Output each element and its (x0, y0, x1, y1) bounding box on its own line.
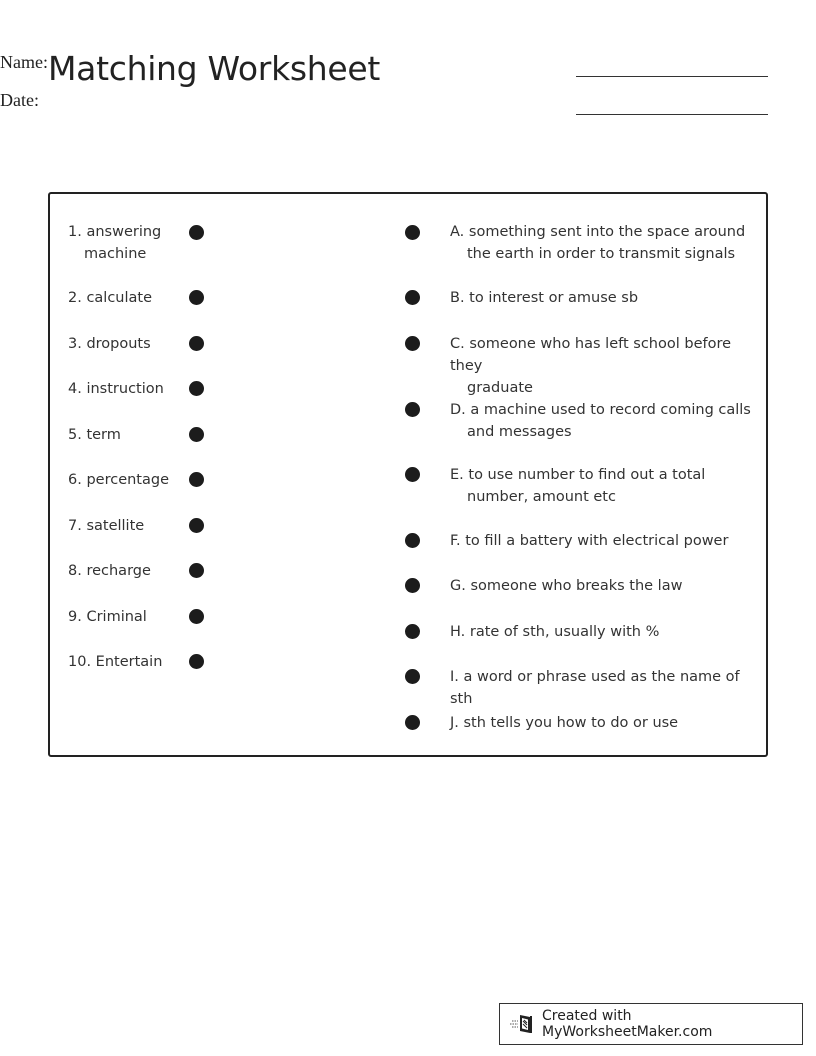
definition-match-dot[interactable] (405, 715, 420, 730)
term-number: 6. (68, 472, 82, 488)
definition-text-continuation: and messages (467, 424, 572, 440)
definition-item (450, 399, 760, 443)
definition-text: rate of sth, usually with % (469, 624, 660, 640)
term-match-dot[interactable] (189, 563, 204, 578)
definition-letter: E. (450, 467, 464, 483)
date-input-line[interactable] (576, 114, 768, 115)
definition-text: to use number to find out a total (468, 467, 706, 483)
definition-item (450, 333, 760, 399)
date-label: Date: (0, 90, 39, 110)
term-item (68, 560, 178, 582)
definition-letter: I. (450, 669, 459, 685)
definition-text: something sent into the space around (468, 224, 746, 240)
definition-match-dot[interactable] (405, 669, 420, 684)
term-text: term (86, 427, 121, 443)
definition-item (450, 287, 760, 309)
term-item (68, 469, 178, 491)
term-number: 3. (68, 336, 82, 352)
definition-text: a word or phrase used as the name of sth (450, 669, 740, 707)
definition-item (450, 712, 760, 734)
term-match-dot[interactable] (189, 609, 204, 624)
term-number: 9. (68, 609, 82, 625)
term-item (68, 287, 178, 309)
term-item (68, 651, 178, 673)
worksheet-maker-logo-icon (510, 1013, 536, 1035)
term-text: instruction (86, 381, 164, 397)
term-text: answering (86, 224, 162, 240)
footer-text: Created with MyWorksheetMaker.com (542, 1008, 713, 1040)
definition-letter: D. (450, 402, 466, 418)
definition-item (450, 530, 760, 552)
term-item (68, 606, 178, 628)
definition-letter: B. (450, 290, 465, 306)
term-match-dot[interactable] (189, 654, 204, 669)
definition-text: someone who has left school before they (450, 336, 732, 374)
definition-text-continuation: the earth in order to transmit signals (467, 246, 736, 262)
definition-match-dot[interactable] (405, 290, 420, 305)
definition-text: a machine used to record coming calls (470, 402, 751, 418)
matching-box (48, 192, 768, 757)
term-match-dot[interactable] (189, 290, 204, 305)
definition-text: sth tells you how to do or use (463, 715, 679, 731)
definition-item (450, 464, 760, 508)
definition-letter: J. (450, 715, 459, 731)
term-text: satellite (86, 518, 145, 534)
term-number: 5. (68, 427, 82, 443)
definition-letter: F. (450, 533, 461, 549)
definition-text: to fill a battery with electrical power (465, 533, 729, 549)
term-match-dot[interactable] (189, 518, 204, 533)
term-item (68, 424, 178, 446)
definition-match-dot[interactable] (405, 467, 420, 482)
definition-match-dot[interactable] (405, 578, 420, 593)
definition-item (450, 575, 760, 597)
page-title: Matching Worksheet (48, 49, 381, 88)
definition-item (450, 666, 760, 710)
term-number: 7. (68, 518, 82, 534)
definition-letter: H. (450, 624, 466, 640)
term-item (68, 333, 178, 355)
term-text: percentage (86, 472, 169, 488)
definition-item (450, 621, 760, 643)
definition-text-continuation: number, amount etc (467, 489, 616, 505)
term-match-dot[interactable] (189, 336, 204, 351)
definition-text: to interest or amuse sb (469, 290, 639, 306)
definition-match-dot[interactable] (405, 336, 420, 351)
term-match-dot[interactable] (189, 427, 204, 442)
definition-match-dot[interactable] (405, 624, 420, 639)
term-item (68, 515, 178, 537)
definition-match-dot[interactable] (405, 533, 420, 548)
definition-match-dot[interactable] (405, 402, 420, 417)
term-text-continuation: machine (84, 246, 147, 262)
term-text: Criminal (86, 609, 147, 625)
term-text: dropouts (86, 336, 151, 352)
term-number: 4. (68, 381, 82, 397)
term-match-dot[interactable] (189, 381, 204, 396)
definition-text-continuation: graduate (467, 380, 533, 396)
term-item (68, 221, 178, 265)
definition-letter: C. (450, 336, 465, 352)
term-text: recharge (86, 563, 151, 579)
term-text: Entertain (95, 654, 163, 670)
definition-item (450, 221, 760, 265)
name-input-line[interactable] (576, 76, 768, 77)
term-number: 2. (68, 290, 82, 306)
term-text: calculate (86, 290, 153, 306)
term-number: 8. (68, 563, 82, 579)
definition-letter: A. (450, 224, 465, 240)
term-number: 1. (68, 224, 82, 240)
name-label: Name: (0, 52, 48, 72)
term-item (68, 378, 178, 400)
term-match-dot[interactable] (189, 472, 204, 487)
term-number: 10. (68, 654, 92, 670)
footer-credit[interactable] (499, 1003, 803, 1045)
definition-letter: G. (450, 578, 466, 594)
definition-match-dot[interactable] (405, 225, 420, 240)
definition-text: someone who breaks the law (470, 578, 683, 594)
term-match-dot[interactable] (189, 225, 204, 240)
